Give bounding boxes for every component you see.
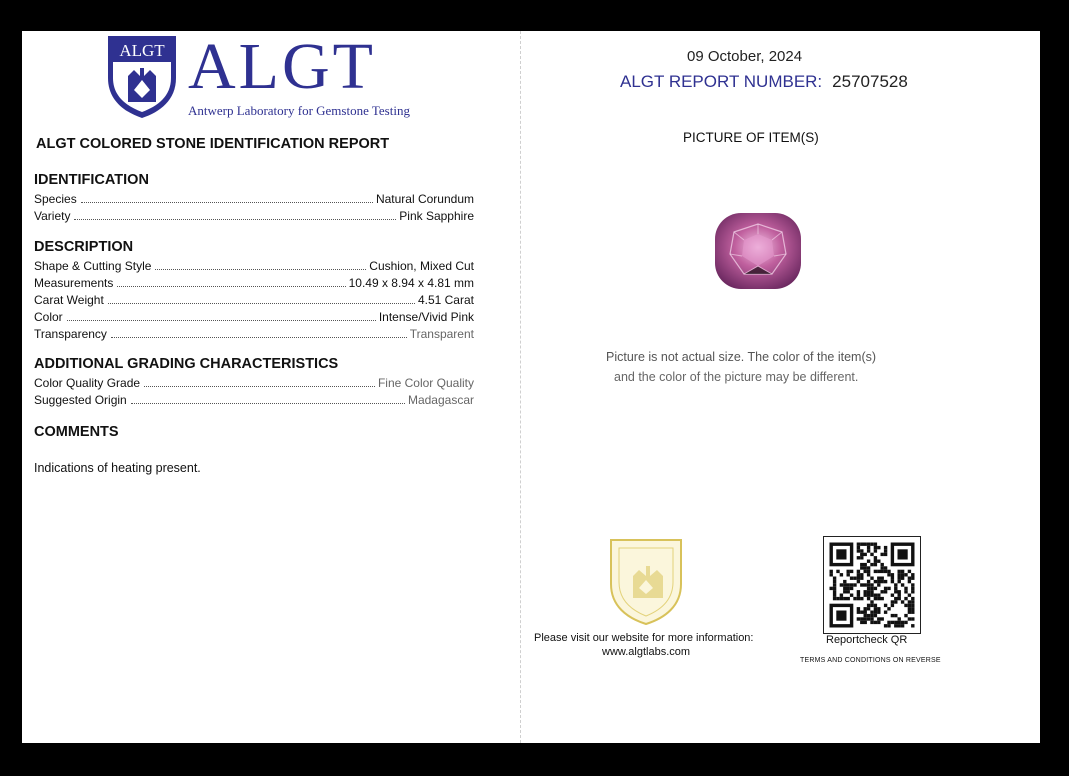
field-label: Species [34,192,77,206]
leader-dots [155,269,366,270]
website-link[interactable]: www.algtlabs.com [602,646,691,658]
report-title: ALGT COLORED STONE IDENTIFICATION REPORT [36,136,390,152]
field-row [34,191,474,208]
leader-dots [67,320,376,321]
field-row [34,392,474,409]
shield-lettering: ALGT [119,41,165,60]
field-label: Variety [34,209,71,223]
leader-dots [81,202,373,203]
field-row [34,375,474,392]
algt-logo [104,32,424,124]
additional-section [34,356,474,409]
field-row [34,326,474,343]
field-label: Carat Weight [34,293,104,307]
field-row [34,292,474,309]
visit-text: Please visit our website for more information: [534,632,754,644]
field-row [34,275,474,292]
description-heading: DESCRIPTION [34,239,134,255]
comments-text: Indications of heating present. [34,461,201,475]
field-label: Suggested Origin [34,393,127,407]
additional-heading: ADDITIONAL GRADING CHARACTERISTICS [34,356,339,372]
field-value: Fine Color Quality [377,376,474,390]
report-number [620,72,908,92]
brand-subtitle: Antwerp Laboratory for Gemstone Testing [188,103,410,118]
leader-dots [144,386,375,387]
field-value: Natural Corundum [375,192,474,206]
field-value: Transparent [409,327,474,341]
terms-note: TERMS AND CONDITIONS ON REVERSE [800,657,941,664]
field-label: Shape & Cutting Style [34,259,152,273]
qr-code-icon[interactable] [823,536,921,634]
leader-dots [108,303,415,304]
field-row [34,208,474,225]
leader-dots [117,286,345,287]
leader-dots [74,219,396,220]
comments-heading: COMMENTS [34,424,119,440]
field-value: Pink Sapphire [399,209,474,223]
field-label: Color [34,310,63,324]
field-label: Color Quality Grade [34,376,141,390]
identification-heading: IDENTIFICATION [34,172,149,188]
disclaimer-line-2: and the color of the picture may be different. [614,370,859,384]
fold-line [520,31,521,743]
identification-section [34,172,474,225]
field-value: Madagascar [407,393,474,407]
report-number-value: 25707528 [832,72,908,91]
field-value: 10.49 x 8.94 x 4.81 mm [348,276,474,290]
field-value: 4.51 Carat [417,293,474,307]
field-value: Intense/Vivid Pink [378,310,474,324]
field-row [34,309,474,326]
field-label: Transparency [34,327,107,341]
field-row [34,258,474,275]
gold-seal-watermark-icon [607,536,685,626]
field-label: Measurements [34,276,114,290]
leader-dots [111,337,407,338]
report-number-label: ALGT REPORT NUMBER: [620,72,823,91]
description-section [34,239,474,343]
qr-label: Reportcheck QR [826,634,908,646]
report-date: 09 October, 2024 [687,48,803,65]
field-value: Cushion, Mixed Cut [369,259,474,273]
leader-dots [131,403,405,404]
picture-heading: PICTURE OF ITEM(S) [683,130,819,145]
pink-sapphire-photo-icon [712,210,804,292]
disclaimer-line-1: Picture is not actual size. The color of the item(s) [606,350,877,364]
algt-shield-logo-icon [104,32,180,120]
brand-name: ALGT [188,30,376,103]
